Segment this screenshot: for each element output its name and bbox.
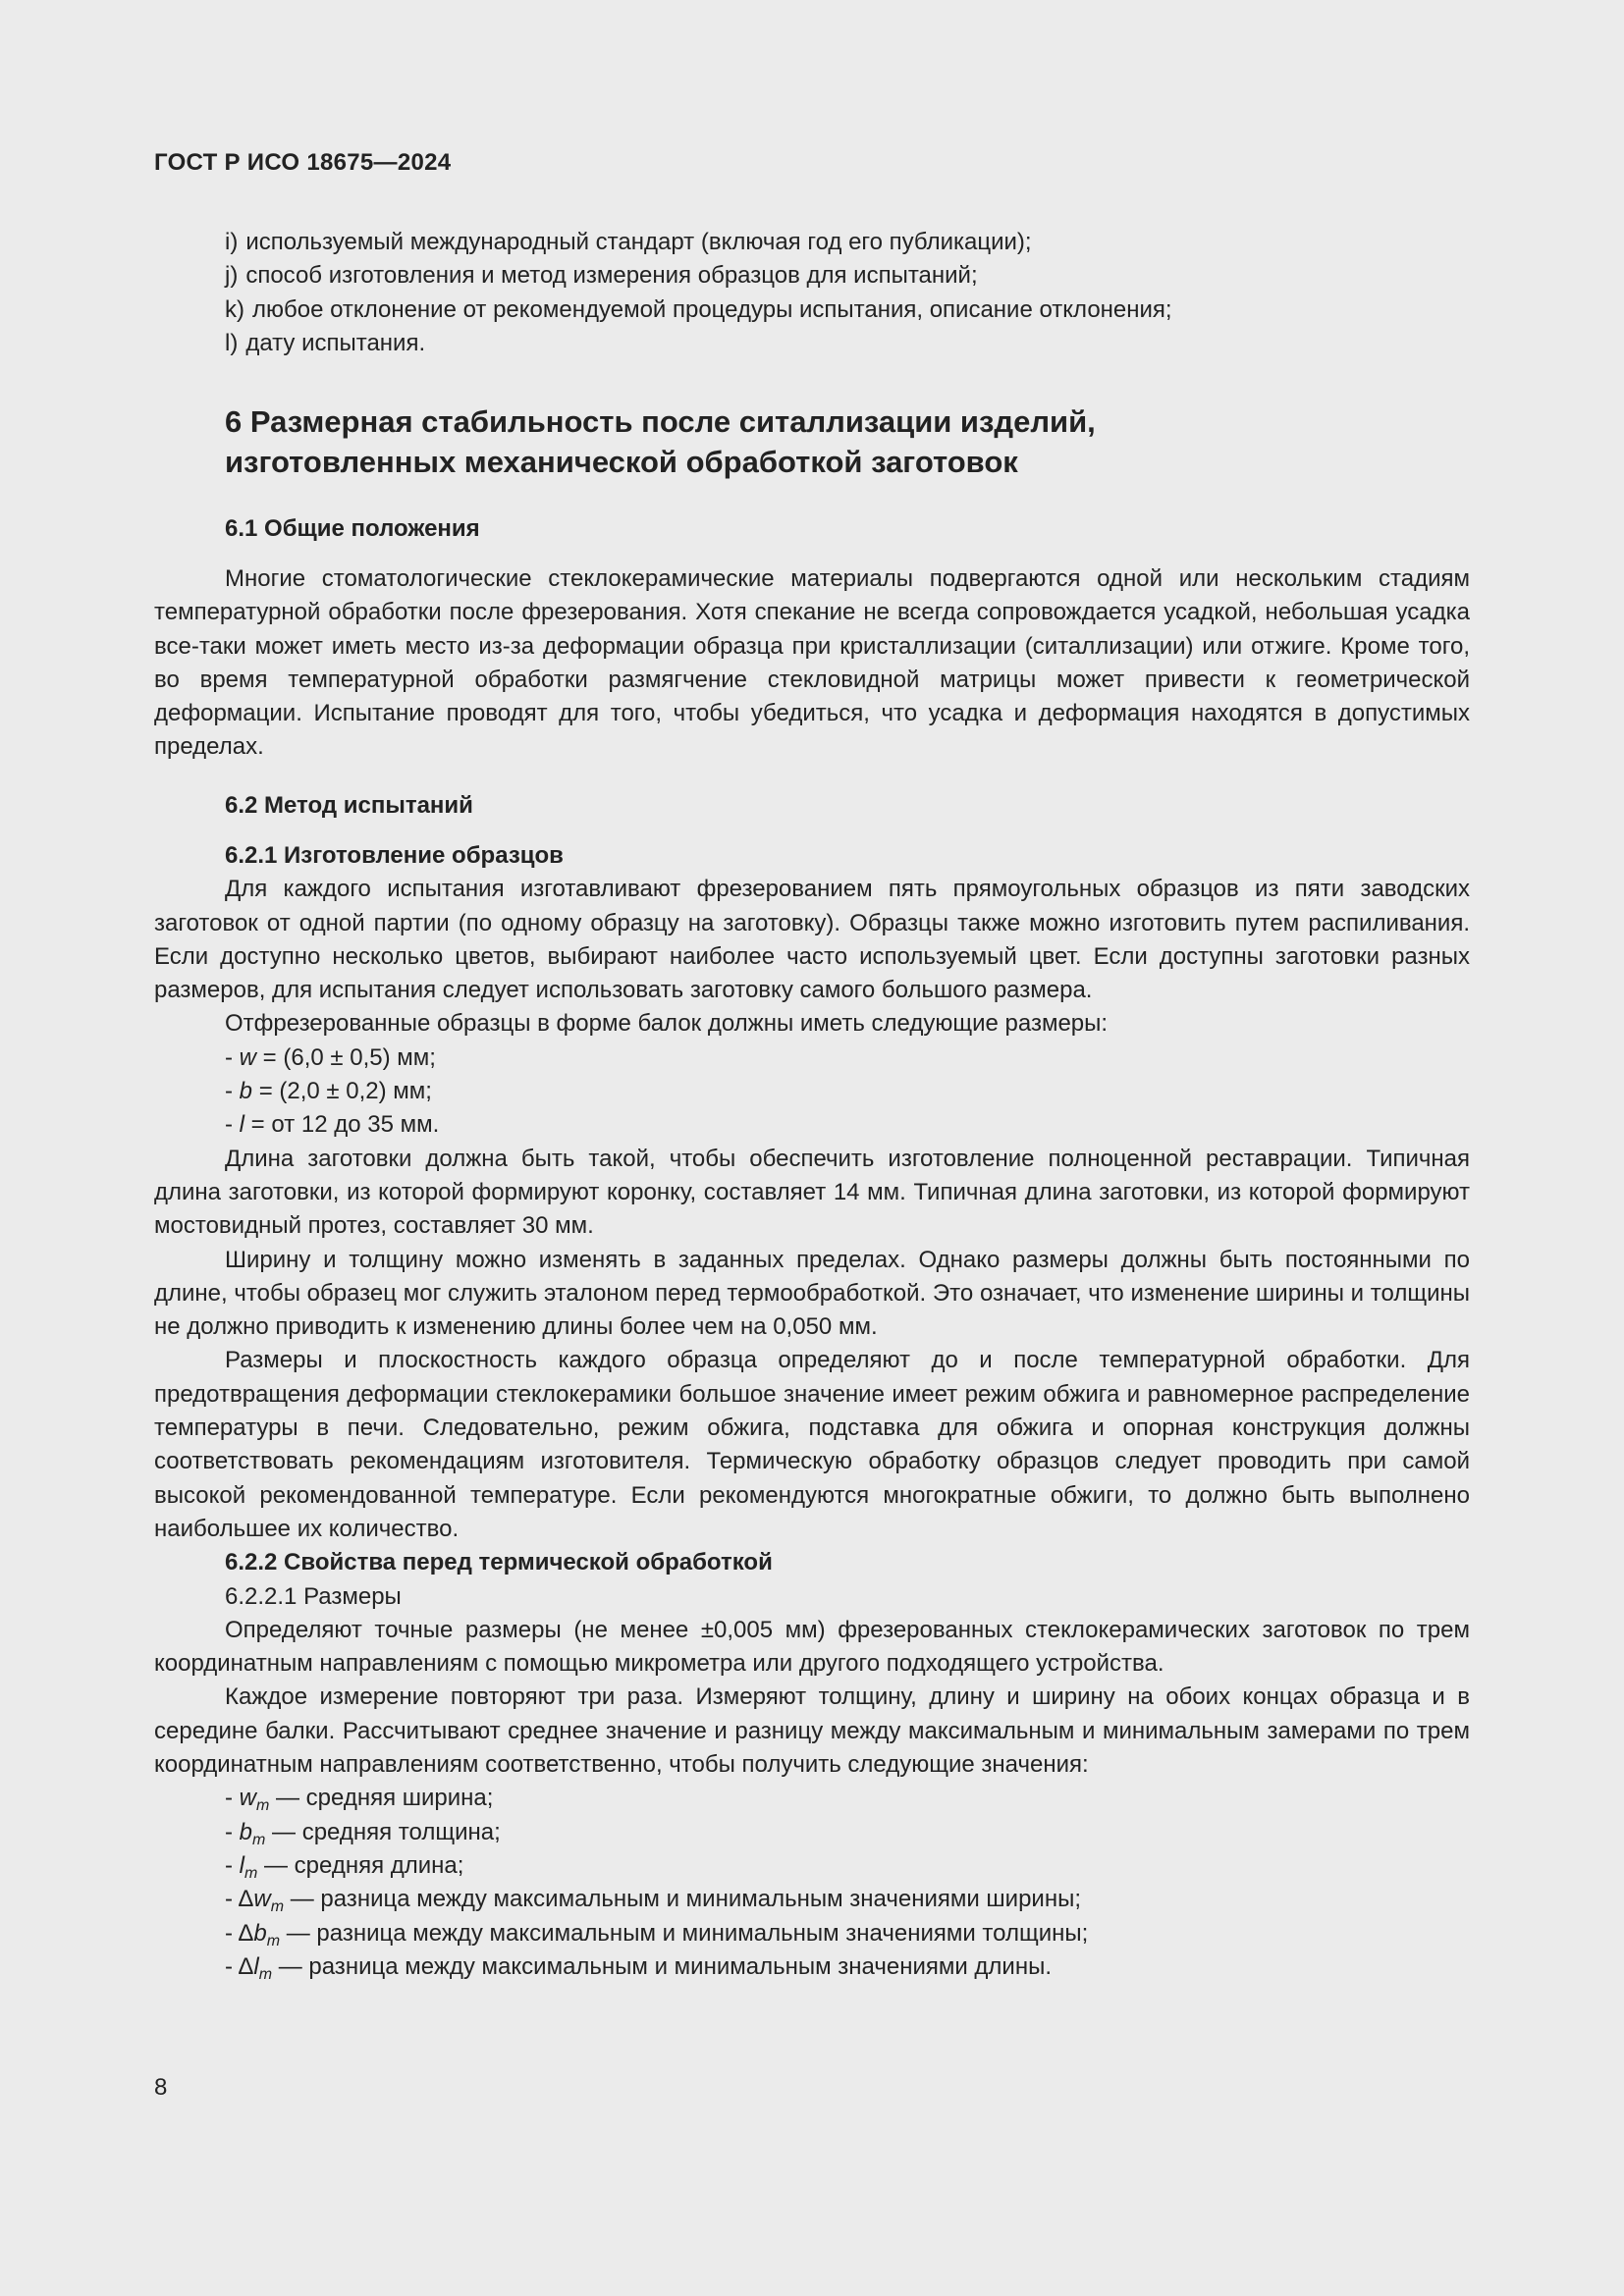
- value-item: - $l_m$ — средняя длина;: [225, 1851, 464, 1882]
- subsection-6-2: [154, 789, 1470, 823]
- top-list: [154, 226, 1470, 360]
- list-item: l) дату испытания.: [225, 329, 426, 356]
- section-title-line1: 6 Размерная стабильность после ситаллизации изделий,: [225, 404, 1096, 439]
- subsection-heading: 6.2 Метод испытаний: [225, 792, 473, 819]
- subsection-6-1: [154, 512, 1470, 546]
- subsection-6-1-body: [154, 562, 1470, 765]
- subsection-heading: 6.2.1 Изготовление образцов: [225, 842, 564, 869]
- paragraph: Многие стоматологические стеклокерамические материалы подвергаются одной или нескольким стадиям температурной обработки после фрезерования. Хотя спекание не всегда сопровождается усадкой, небольшая усадка все-таки может иметь место из-за деформации образца при кристаллизации (ситаллизации) или отжиге. Кроме того, во время температурной обработки размягчение стекловидной матрицы может привести к геометрической деформации. Испытание проводят для того, чтобы убедиться, что усадка и деформация находятся в допустимых пределах.: [154, 565, 1470, 761]
- dimension-item: - l = от 12 до 35 мм.: [225, 1111, 440, 1139]
- list-item: j) способ изготовления и метод измерения образцов для испытаний;: [225, 262, 978, 290]
- clause-heading: 6.2.2.1 Размеры: [225, 1582, 402, 1610]
- value-item: - $w_m$ — средняя ширина;: [225, 1785, 494, 1815]
- paragraph: Для каждого испытания изготавливают фрезерованием пять прямоугольных образцов из пяти заводских заготовок от одной партии (по одному образцу на заготовку). Образцы также можно изготовить путем распиливания. Если доступно несколько цветов, выбирают наиболее часто используемый цвет. Если доступны заготовки разных размеров, для испытания следует использовать заготовку самого большого размера.: [154, 876, 1470, 1004]
- value-item: - $\Delta l_m$ — разница между максимальным и минимальным значениями длины.: [225, 1952, 1053, 1983]
- dimension-item: - b = (2,0 ± 0,2) мм;: [225, 1078, 432, 1105]
- running-header: ГОСТ Р ИСО 18675—2024: [154, 149, 452, 176]
- value-item: - $b_m$ — средняя толщина;: [225, 1818, 501, 1848]
- paragraph: Размеры и плоскостность каждого образца определяют до и после температурной обработки. Для предотвращения деформации стеклокерамики большое значение имеет режим обжига и равномерное распределение температуры в печи. Следовательно, режим обжига, подставка для обжига и опорная конструкция должны соответствовать рекомендациям изготовителя. Термическую обработку образцов следует проводить при самой высокой рекомендованной температуре. Если рекомендуются многократные обжиги, то должно быть выполнено наибольшее их количество.: [154, 1347, 1470, 1542]
- paragraph: Длина заготовки должна быть такой, чтобы обеспечить изготовление полноценной реставрации. Типичная длина заготовки, из которой формируют коронку, составляет 14 мм. Типичная длина заготовки, из которой формируют мостовидный протез, составляет 30 мм.: [154, 1145, 1470, 1240]
- list-item: i) используемый международный стандарт (включая год его публикации);: [225, 229, 1032, 255]
- dimension-item: - w = (6,0 ± 0,5) мм;: [225, 1043, 436, 1071]
- subsection-heading: 6.1 Общие положения: [225, 515, 480, 542]
- section-6-heading: [154, 401, 1470, 482]
- subsection-6-2-1: [154, 839, 1470, 1984]
- section-title-line2: изготовленных механической обработкой заготовок: [225, 445, 1018, 479]
- page-number: 8: [154, 2074, 168, 2101]
- paragraph: Определяют точные размеры (не менее ±0,005 мм) фрезерованных стеклокерамических заготовок по трем координатным направлениям с помощью микрометра или другого подходящего устройства.: [154, 1616, 1470, 1678]
- value-item: - $\Delta b_m$ — разница между максимальным и минимальным значениями толщины;: [225, 1919, 1089, 1949]
- paragraph: Каждое измерение повторяют три раза. Измеряют толщину, длину и ширину на обоих концах образца и в середине балки. Рассчитывают среднее значение и разницу между максимальным и минимальным замерами по трем координатным направлениям соответственно, чтобы получить следующие значения:: [154, 1683, 1470, 1779]
- list-item: k) любое отклонение от рекомендуемой процедуры испытания, описание отклонения;: [225, 295, 1172, 323]
- paragraph: Ширину и толщину можно изменять в заданных пределах. Однако размеры должны быть постоянными по длине, чтобы образец мог служить эталоном перед термообработкой. Это означает, что изменение ширины и толщины не должно приводить к изменению длины более чем на 0,050 мм.: [154, 1246, 1470, 1341]
- value-item: - $\Delta w_m$ — разница между максимальным и минимальным значениями ширины;: [225, 1886, 1082, 1916]
- subsection-heading: 6.2.2 Свойства перед термической обработкой: [225, 1549, 773, 1576]
- paragraph: Отфрезерованные образцы в форме балок должны иметь следующие размеры:: [225, 1010, 1109, 1038]
